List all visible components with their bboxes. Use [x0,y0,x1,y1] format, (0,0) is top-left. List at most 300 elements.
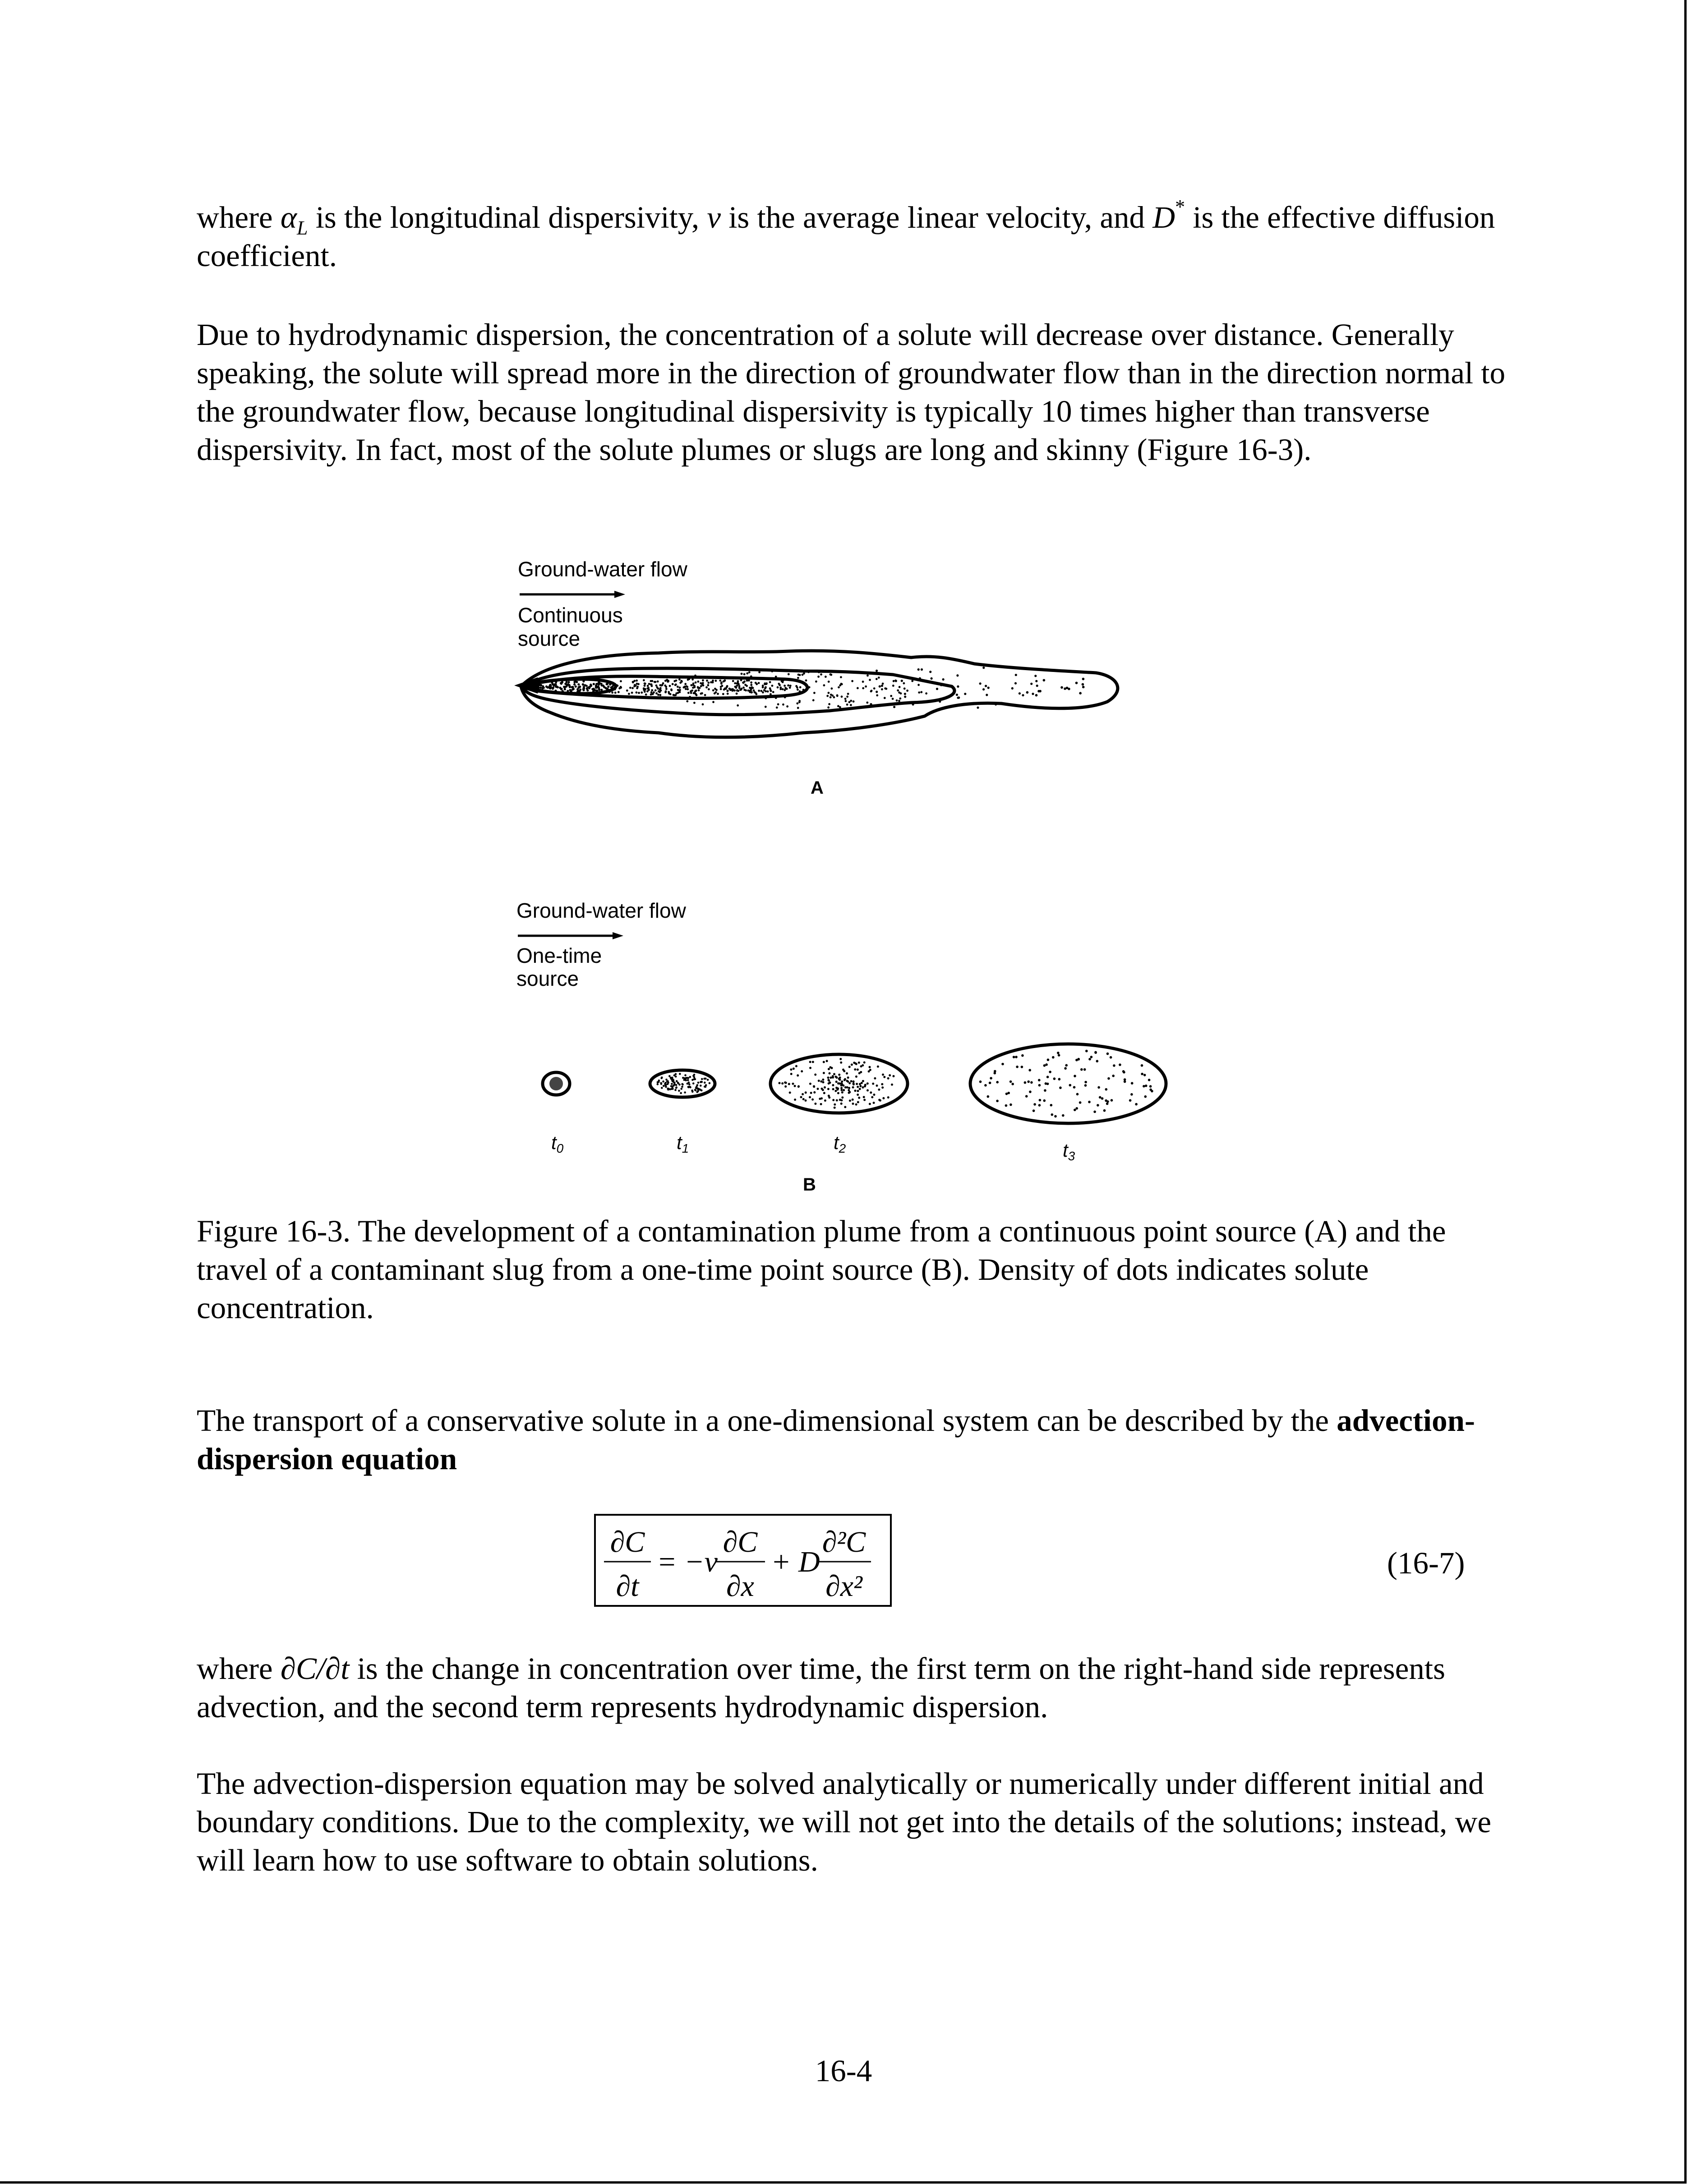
stipple-dot [789,685,792,687]
stipple-dot [820,673,822,676]
stipple-dot [655,681,657,683]
stipple-dot [618,691,620,693]
stipple-dot [687,1079,689,1081]
stipple-dot [809,1067,811,1069]
stipple-dot [777,686,779,689]
stipple-dot [684,1091,686,1094]
stipple-dot [1035,694,1038,697]
stipple-dot [668,1075,671,1077]
stipple-dot [982,688,985,690]
stipple-dot [847,693,849,695]
stipple-dot [661,684,664,686]
stipple-dot [834,1103,836,1106]
stipple-dot [566,681,568,683]
stipple-dot [709,1082,711,1085]
stipple-dot [884,697,886,699]
stipple-dot [1145,1085,1148,1087]
stipple-dot [840,1103,843,1105]
stipple-dot [852,1086,854,1089]
stipple-dot [767,690,769,693]
stipple-dot [870,703,872,705]
figure-caption: Figure 16-3. The development of a contamination plume from a continuous point source (A) and the travel of a contaminant slug from a one-time point source (B). Density of dots indicates solute concentration. [197,1214,1446,1325]
stipple-dot [876,678,878,680]
stipple-dot [712,701,714,703]
slug-t0 [543,1072,570,1095]
stipple-dot [808,686,811,689]
paragraph-solutions: The advection-dispersion equation may be solved analytically or numerically under different initial and boundary conditions. Due to the complexity, we will not get into the details of the solutions; instead, we will learn how to use software to obtain solutions. [197,1766,1492,1877]
stipple-dot [607,685,609,688]
stipple-dot [858,1097,860,1099]
stipple-dot [764,687,766,690]
stipple-dot [721,685,724,687]
stipple-dot [646,690,649,693]
stipple-dot [702,684,705,686]
stipple-dot [840,1087,843,1089]
stipple-dot [650,680,652,682]
stipple-dot [873,1094,875,1096]
stipple-dot [857,1086,859,1088]
stipple-dot [837,1092,839,1094]
stipple-dot [574,680,576,683]
stipple-dot [863,1096,865,1098]
plume-diagram [496,550,1218,1209]
stipple-dot [1058,1078,1061,1081]
stipple-dot [1014,682,1017,685]
stipple-dot [827,1088,830,1090]
stipple-dot [758,671,761,673]
stipple-dot [697,680,699,683]
stipple-dot [1076,1093,1079,1096]
stipple-dot [681,1086,683,1088]
stipple-dot [979,682,982,685]
p1-text-mid1: is the longitudinal dispersivity, [308,200,707,234]
stipple-dot [696,1084,699,1086]
stipple-dot [1046,1076,1049,1078]
stipple-dot [741,673,743,675]
stipple-dot [844,698,847,700]
stipple-dot [1015,674,1017,676]
stipple-dot [720,677,722,679]
stipple-dot [765,697,767,699]
stipple-dot [747,690,749,692]
stipple-dot [670,689,673,691]
stipple-dot [1097,1104,1099,1107]
stipple-dot [920,691,922,693]
stipple-dot [687,692,690,694]
stipple-dot [778,683,780,685]
partial-derivative-term: ∂C/∂t [280,1651,350,1686]
stipple-dot [827,1076,830,1079]
stipple-dot [892,685,894,687]
stipple-dot [750,684,752,686]
stipple-dot [679,1073,681,1075]
stipple-dot [749,687,751,689]
stipple-dot [598,687,600,690]
stipple-dot [863,1099,866,1101]
stipple-dot [852,1103,854,1105]
stipple-dot [715,691,717,694]
stipple-dot [663,1085,665,1087]
figure-16-3 [496,550,1218,1209]
panel-b-source-line2: source [516,967,579,990]
stipple-dot [862,1086,864,1089]
stipple-dot [750,676,752,678]
stipple-dot [1044,1089,1046,1092]
stipple-dot [1038,1104,1041,1107]
eq-plus-D: + D [771,1545,820,1578]
stipple-dot [825,676,827,678]
stipple-dot [1035,680,1037,682]
stipple-dot [781,695,783,698]
stipple-dot [700,1085,702,1087]
stipple-dot [881,1083,883,1085]
paragraph-transport-intro [197,1402,1523,1478]
stipple-dot [1096,1060,1099,1062]
stipple-dot [1090,1056,1093,1058]
stipple-dot [692,1075,695,1077]
stipple-dot [650,691,653,694]
stipple-dot [921,668,923,671]
stipple-dot [784,696,786,699]
stipple-dot [675,1076,677,1078]
stipple-dot [820,1103,822,1105]
stipple-dot [756,683,758,685]
stipple-dot [1064,1067,1067,1070]
stipple-dot [1075,1107,1078,1110]
stipple-dot [702,703,704,706]
stipple-dot [686,1077,688,1079]
stipple-dot [1060,686,1063,689]
stipple-dot [666,1081,668,1083]
stipple-dot [689,696,691,698]
stipple-dot [552,687,554,690]
stipple-dot [691,1091,694,1093]
stipple-dot [577,683,580,685]
stipple-dot [554,683,557,685]
stipple-dot [684,683,687,685]
stipple-dot [1011,1083,1014,1085]
stipple-dot [595,686,597,688]
stipple-dot [1050,1104,1053,1107]
stipple-dot [917,684,920,686]
stipple-dot [809,1096,811,1099]
stipple-dot [693,1078,696,1081]
stipple-dot [903,682,905,685]
stipple-dot [657,688,659,690]
stipple-dot [748,680,750,682]
stipple-dot [698,689,700,691]
stipple-dot [769,681,771,683]
stipple-dot [628,693,630,695]
stipple-dot [814,1103,816,1105]
stipple-dot [742,686,745,689]
stipple-dot [1027,1081,1030,1083]
stipple-dot [1083,1068,1086,1071]
stipple-dot [651,689,653,691]
stipple-dot [664,691,667,694]
stipple-dot [859,1088,861,1090]
stipple-dot [851,1063,853,1066]
stipple-dot [797,689,799,691]
stipple-dot [1026,691,1029,694]
stipple-dot [699,1089,701,1091]
stipple-dot [736,693,738,695]
stipple-dot [810,1092,812,1094]
stipple-dot [982,667,985,669]
stipple-dot [904,693,906,695]
stipple-dot [701,692,703,694]
stipple-dot [742,682,745,684]
stipple-dot [797,707,799,709]
stipple-dot [817,1088,819,1090]
stipple-dot [739,689,742,691]
stipple-dot [835,1081,838,1083]
stipple-dot [805,1091,807,1094]
stipple-dot [872,1083,874,1085]
stipple-dot [659,694,662,696]
stipple-dot [701,1078,703,1081]
stipple-dot [1130,1093,1133,1096]
stipple-dot [690,684,692,686]
stipple-dot [1099,1096,1102,1099]
stipple-dot [1129,1099,1132,1102]
stipple-dot [854,1062,857,1065]
stipple-dot [677,689,679,691]
stipple-dot [1074,1075,1076,1077]
stipple-dot [857,687,859,690]
stipple-dot [1106,1053,1109,1055]
stipple-dot [657,694,659,696]
stipple-dot [845,700,847,702]
stipple-dot [986,694,988,696]
stipple-dot [779,1082,781,1084]
stipple-dot [809,1083,811,1085]
stipple-dot [686,686,688,688]
stipple-dot [871,1096,873,1099]
stipple-dot [777,703,779,705]
stipple-dot [659,688,661,690]
stipple-dot [1144,1095,1147,1098]
stipple-dot [1084,1084,1087,1087]
stipple-dot [1107,1077,1110,1080]
stipple-dot [1082,683,1084,686]
stipple-dot [660,1077,663,1079]
stipple-dot [1019,692,1021,694]
stipple-dot [554,690,557,692]
stipple-dot [837,705,839,707]
stipple-dot [680,1088,682,1090]
stipple-dot [614,688,616,690]
stipple-dot [644,690,646,693]
stipple-dot [1082,686,1085,689]
stipple-dot [636,680,638,682]
stipple-dot [542,685,544,688]
stipple-dot [828,1068,830,1070]
stipple-dot [733,690,735,692]
diffusion-superscript: * [1175,196,1185,218]
stipple-dot [850,700,852,702]
stipple-dot [841,1081,843,1083]
stipple-dot [608,691,611,693]
stipple-dot [817,676,820,678]
stipple-dot [782,681,784,683]
stipple-dot [659,684,661,686]
stipple-dot [1033,1103,1036,1106]
stipple-dot [818,1080,820,1082]
stipple-dot [686,700,688,703]
stipple-dot [802,1098,805,1100]
stipple-dot [1021,1066,1023,1068]
stipple-dot [846,703,848,706]
stipple-dot [831,1067,833,1069]
panel-b-flow-label: Ground-water flow [516,899,686,922]
stipple-dot [795,685,797,687]
stipple-dot [939,700,941,703]
stipple-dot [1085,1050,1088,1053]
stipple-dot [813,692,816,694]
stipple-dot [705,1078,707,1080]
stipple-dot [827,706,830,708]
stipple-dot [691,690,693,692]
stipple-dot [705,1086,707,1088]
eq-dispersion-denominator: ∂x² [825,1570,862,1603]
p1-text-start: where [197,200,281,234]
stipple-dot [996,1081,999,1084]
stipple-dot [829,1072,831,1075]
stipple-dot [626,690,628,692]
stipple-dot [899,686,901,688]
panel-a-flow-arrow [520,591,625,598]
stipple-dot [834,1107,836,1109]
stipple-dot [782,703,784,706]
stipple-dot [790,1068,792,1071]
stipple-dot [881,688,883,690]
equation-box [594,1514,892,1607]
stipple-dot [714,688,716,690]
time-label-t0: t0 [551,1132,564,1155]
stipple-dot [660,1083,663,1085]
stipple-dot [836,695,839,697]
panel-a-letter: A [811,778,824,798]
stipple-dot [848,1087,850,1089]
stipple-dot [1024,1081,1027,1084]
advection-dispersion-term: advection-dispersion equation [197,1403,1475,1476]
stipple-dot [750,689,752,691]
stipple-dot [878,676,880,679]
stipple-dot [843,1089,845,1091]
stipple-dot [1141,1073,1143,1076]
stipple-dot [1093,1111,1096,1113]
stipple-dot [670,1078,673,1080]
stipple-dot [694,1089,696,1091]
stipple-dot [838,1078,840,1080]
stipple-dot [857,1094,859,1096]
stipple-dot [898,700,900,702]
alpha-symbol: α [280,200,297,234]
stipple-dot [846,1086,848,1089]
stipple-dot [1068,688,1070,690]
stipple-dot [870,690,872,693]
stipple-dot [591,688,594,690]
panel-a-source-line1: Continuous [518,603,623,627]
stipple-dot [1069,1084,1072,1087]
stipple-dot [784,685,786,687]
stipple-dot [842,1069,844,1071]
stipple-dot [857,1101,859,1103]
stipple-dot [799,686,802,689]
stipple-dot [746,680,748,682]
stipple-dot [797,674,800,676]
stipple-dot [1079,1101,1082,1104]
stipple-dot [700,685,702,687]
stipple-dot [956,674,959,676]
stipple-dot [977,707,979,709]
stipple-dot [881,1086,884,1089]
stipple-dot [1119,1063,1121,1066]
stipple-dot [673,1083,676,1085]
paragraph-hydrodynamic-dispersion: Due to hydrodynamic dispersion, the concentration of a solute will decrease over distance. Generally speaking, the solute will spread more in the direction of groundwater flow than in the direction normal to the groundwater flow, because longitudinal dispersivity is typically 10 times higher than transverse dispersivity. In fact, most of the solute plumes or slugs are long and skinny (Figure 16-3). [197,317,1506,467]
eq-advection-numerator: ∂C [723,1526,758,1559]
stipple-dot [832,1088,834,1090]
stipple-dot [857,1090,859,1092]
stipple-dot [813,1085,815,1088]
stipple-dot [1111,1099,1113,1102]
stipple-dot [620,680,622,682]
stipple-dot [831,694,834,697]
stipple-dot [1043,1099,1046,1102]
stipple-dot [1005,1104,1008,1107]
stipple-dot [679,691,681,693]
stipple-dot [579,685,581,688]
stipple-dot [861,1082,863,1084]
stipple-dot [641,691,643,694]
stipple-dot [1079,692,1082,694]
stipple-dot [684,1078,687,1080]
stipple-dot [862,1080,864,1082]
stipple-dot [758,682,760,684]
stipple-dot [771,670,773,672]
panel-b-letter: B [803,1175,816,1195]
stipple-dot [789,1091,791,1094]
stipple-dot [701,1081,703,1083]
paragraph-dispersivity-definition [197,198,1523,275]
stipple-dot [707,682,710,684]
stipple-dot [695,1087,697,1089]
stipple-dot [893,706,895,708]
stipple-dot [824,1086,826,1089]
stipple-dot [657,680,659,683]
stipple-dot [636,686,639,688]
stipple-dot [782,688,784,690]
stipple-dot [822,1079,824,1081]
stipple-dot [707,1079,709,1081]
stipple-dot [662,1081,664,1083]
stipple-dot [836,1076,838,1079]
stipple-dot [762,691,764,694]
stipple-dot [1062,1114,1065,1117]
stipple-dot [896,699,898,702]
stipple-dot [797,1085,800,1088]
stipple-dot [1106,1100,1109,1103]
stipple-dot [771,685,774,687]
stipple-dot [751,686,753,689]
stipple-dot [775,697,777,699]
stipple-dot [732,680,734,682]
stipple-dot [867,1089,869,1091]
stipple-dot [734,685,737,688]
stipple-dot [852,1099,854,1101]
stipple-dot [1113,1064,1115,1067]
